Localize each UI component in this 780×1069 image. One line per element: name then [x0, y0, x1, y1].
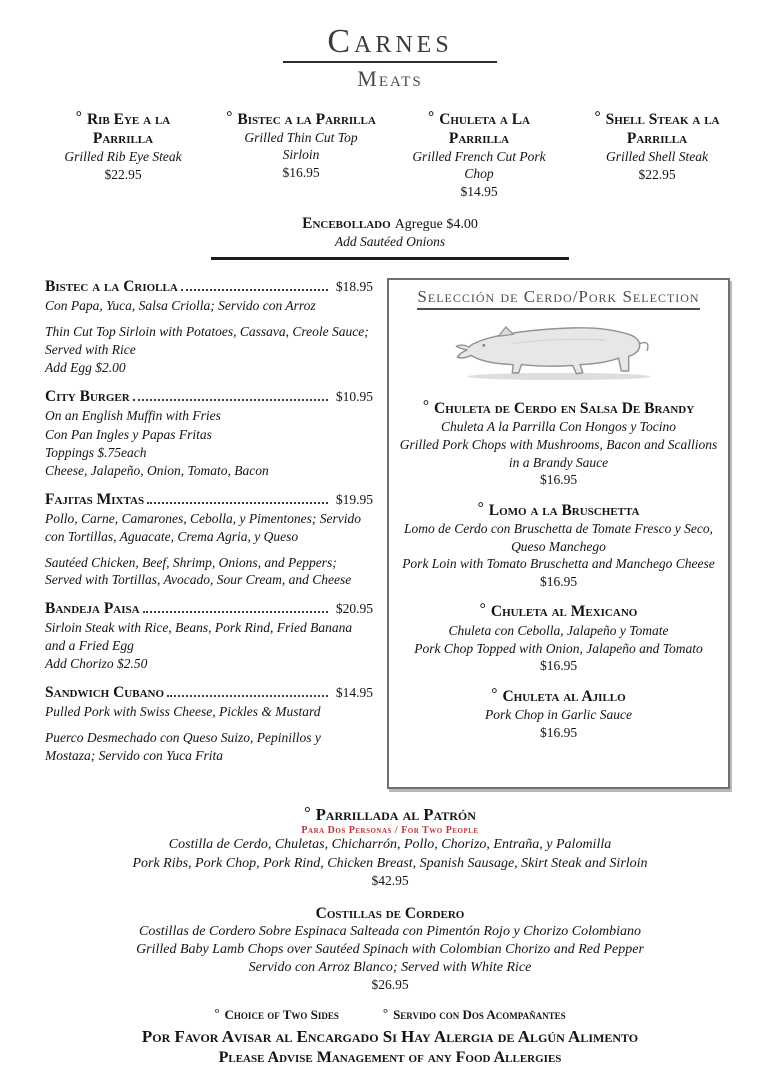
item-description: Grilled French Cut Pork Chop [412, 149, 546, 182]
degree-bullet-icon: ° [304, 803, 311, 823]
item-note: Add Egg $2.00 [45, 359, 126, 375]
item-description-english: Grilled Pork Chops with Mushrooms, Bacon and Scallions in a Brandy Sauce [399, 437, 718, 470]
dotted-leader [133, 399, 328, 401]
page-title: Carnes [327, 23, 453, 60]
item-name-text: Bistec a la Parrilla [237, 110, 376, 128]
item-description-english: Pork Loin with Tomato Bruschetta and Manchego Cheese [402, 556, 715, 572]
item-name-text: Chuleta al Mexicano [490, 603, 638, 621]
pork-selection-title: Selección de Cerdo/Pork Selection [417, 288, 699, 310]
title-divider [283, 61, 497, 63]
menu-footer [0, 1005, 780, 1069]
menu-item-chuleta-mexicano [397, 601, 720, 674]
item-description-spanish: Pollo, Carne, Camarones, Cebolla, y Pimentones; Servido con Tortillas, Aguacate, Crema Agria, y Queso [45, 511, 361, 544]
degree-bullet-icon: ° [226, 108, 233, 126]
item-price: $26.95 [371, 977, 409, 993]
sides-note-spanish [383, 1005, 566, 1023]
item-name-row [45, 278, 373, 296]
item-description: Grilled Shell Steak [606, 149, 708, 165]
allergy-notice-english: Please Advise Management of any Food Allergies [218, 1049, 562, 1067]
item-price: $14.95 [460, 184, 498, 200]
item-name: Bistec a la Criolla [45, 278, 178, 296]
item-name: Sandwich Cubano [45, 684, 165, 702]
item-description-english: Sirloin Steak with Rice, Beans, Pork Rind, Fried Banana and a Fried Egg [45, 620, 353, 653]
item-name [397, 500, 720, 521]
menu-item-bandeja-paisa [45, 600, 373, 672]
menu-item-parrillada [0, 803, 780, 888]
dotted-leader [167, 695, 328, 697]
item-description: Grilled Thin Cut Top Sirloin [244, 130, 358, 162]
item-price: $10.95 [335, 389, 373, 405]
item-description-spanish: Puerco Desmechado con Queso Suizo, Pepinillos y Mostaza; Servido con Yuca Frita [45, 730, 321, 763]
item-price: $16.95 [539, 658, 578, 674]
serving-note: Para Dos Personas / For Two People [301, 825, 479, 837]
degree-bullet-icon: ° [422, 397, 430, 415]
item-description-spanish: Chuleta A la Parrilla Con Hongos y Tocino [441, 419, 676, 435]
left-column [45, 278, 373, 789]
degree-bullet-icon: ° [382, 1005, 389, 1021]
item-name [225, 108, 377, 129]
item-name [397, 686, 720, 707]
item-description-spanish: Costilla de Cerdo, Chuletas, Chicharrón, Pollo, Chorizo, Entraña, y Palomilla [168, 837, 612, 853]
item-name-row [45, 684, 373, 702]
degree-bullet-icon: ° [594, 108, 601, 126]
item-price: $18.95 [335, 279, 373, 295]
degree-bullet-icon: ° [75, 108, 82, 126]
menu-item-chuleta-ajillo [397, 686, 720, 742]
item-name-text: Rib Eye a la Parrilla [86, 110, 171, 148]
item-price: $14.95 [335, 685, 373, 701]
item-name-text: Parrillada al Patrón [315, 805, 476, 825]
item-description-english: Thin Cut Top Sirloin with Potatoes, Cassava, Creole Sauce; Served with Rice [45, 324, 369, 357]
item-serving-note: Servido con Arroz Blanco; Served with White Rice [248, 960, 532, 976]
item-description-english: Grilled Baby Lamb Chops over Sautéed Spinach with Colombian Chorizo and Red Pepper [136, 941, 644, 957]
menu-item-cordero [0, 905, 780, 994]
item-name [397, 601, 720, 622]
item-name-text: Chuleta de Cerdo en Salsa De Brandy [434, 399, 695, 417]
item-name: Fajitas Mixtas [45, 491, 145, 509]
item-note: Toppings $.75each [45, 444, 147, 460]
item-name-text: Chuleta al Ajillo [502, 687, 626, 705]
item-name-row [45, 491, 373, 509]
pork-selection-box [387, 278, 730, 789]
item-description-spanish: Chuleta con Cebolla, Jalapeño y Tomate [448, 623, 669, 639]
item-name-row [45, 600, 373, 618]
item-description-english: Pork Chop in Garlic Sauce [485, 707, 632, 723]
item-description-english: Pulled Pork with Swiss Cheese, Pickles & Mustard [45, 704, 321, 720]
menu-item-city-burger [45, 388, 373, 479]
menu-item-sandwich-cubano [45, 684, 373, 764]
item-name [0, 803, 780, 825]
page-subtitle: Meats [357, 65, 423, 91]
item-name [403, 108, 555, 149]
item-description-spanish: Con Papa, Yuca, Salsa Criolla; Servido con Arroz [45, 298, 316, 314]
item-note: Add Chorizo $2.50 [45, 655, 148, 671]
dotted-leader [143, 611, 328, 613]
item-price: $22.95 [104, 167, 142, 183]
item-name: Bandeja Paisa [45, 600, 140, 618]
degree-bullet-icon: ° [477, 499, 484, 517]
item-description-english: Pork Chop Topped with Onion, Jalapeño and Tomato [414, 640, 703, 656]
item-name: Costillas de Cordero [315, 904, 465, 922]
item-toppings: Cheese, Jalapeño, Onion, Tomato, Bacon [45, 463, 269, 479]
item-name-row [45, 388, 373, 406]
item-description-line: On an English Muffin with Fries [45, 408, 221, 424]
item-name [47, 108, 199, 149]
section-divider [211, 257, 569, 260]
menu-item-lomo-bruschetta [397, 500, 720, 591]
sides-note-english [214, 1005, 339, 1023]
dotted-leader [181, 289, 328, 291]
item-description-spanish: Costillas de Cordero Sobre Espinaca Salteada con Pimentón Rojo y Chorizo Colombiano [138, 923, 642, 939]
menu-item-bistec-criolla [45, 278, 373, 376]
menu-header [0, 24, 780, 92]
menu-item-chuleta-parrilla [403, 108, 555, 201]
menu-item-shell-steak [581, 108, 733, 201]
item-price: $20.95 [335, 601, 373, 617]
item-description-english: Pork Ribs, Pork Chop, Pork Rind, Chicken Breast, Spanish Sausage, Skirt Steak and Sirloin [132, 855, 648, 871]
dotted-leader [147, 502, 328, 504]
item-name: City Burger [45, 388, 130, 406]
item-name [397, 398, 720, 419]
item-price: $42.95 [371, 872, 409, 888]
item-description-line: Con Pan Ingles y Papas Fritas [45, 426, 212, 442]
addon-description: Add Sautéed Onions [334, 234, 446, 250]
item-price: $16.95 [539, 573, 578, 589]
allergy-notice-spanish: Por Favor Avisar al Encargado Si Hay Alergia de Algún Alimento [141, 1027, 639, 1047]
sides-note-row [0, 1005, 780, 1023]
item-price: $16.95 [282, 164, 320, 180]
menu-item-bistec-parrilla [225, 108, 377, 201]
item-price: $16.95 [539, 472, 578, 488]
item-name-text: Chuleta a La Parrilla [439, 110, 530, 148]
degree-bullet-icon: ° [479, 601, 486, 619]
addon-price: Agregue $4.00 [394, 217, 478, 233]
degree-bullet-icon: ° [491, 685, 498, 703]
degree-bullet-icon: ° [214, 1005, 220, 1021]
menu-item-fajitas-mixtas [45, 491, 373, 588]
item-description-spanish: Lomo de Cerdo con Bruschetta de Tomate Fresco y Seco, Queso Manchego [404, 521, 713, 554]
item-price: $22.95 [638, 167, 676, 183]
item-name-text: Lomo a la Bruschetta [488, 501, 640, 519]
item-name-text: Shell Steak a la Parrilla [605, 110, 720, 148]
item-description: Grilled Rib Eye Steak [64, 149, 182, 165]
degree-bullet-icon: ° [427, 108, 435, 126]
pig-illustration [397, 316, 720, 387]
item-description-english: Sautéed Chicken, Beef, Shrimp, Onions, and Peppers; Served with Tortillas, Avocado, Sour Cream, and Cheese [45, 554, 352, 588]
grill-items-row [0, 108, 780, 201]
sides-note-text: Choice of Two Sides [224, 1007, 339, 1023]
addon-name: Encebollado [302, 215, 391, 233]
main-columns [0, 278, 780, 789]
addon-line [0, 215, 780, 233]
item-price: $19.95 [335, 492, 373, 508]
menu-item-rib-eye [47, 108, 199, 201]
menu-item-chuleta-brandy [397, 398, 720, 489]
item-name [581, 108, 733, 149]
sides-note-text: Servido con Dos Acompañantes [393, 1007, 566, 1023]
encebollado-addon [0, 215, 780, 260]
item-price: $16.95 [539, 724, 578, 740]
